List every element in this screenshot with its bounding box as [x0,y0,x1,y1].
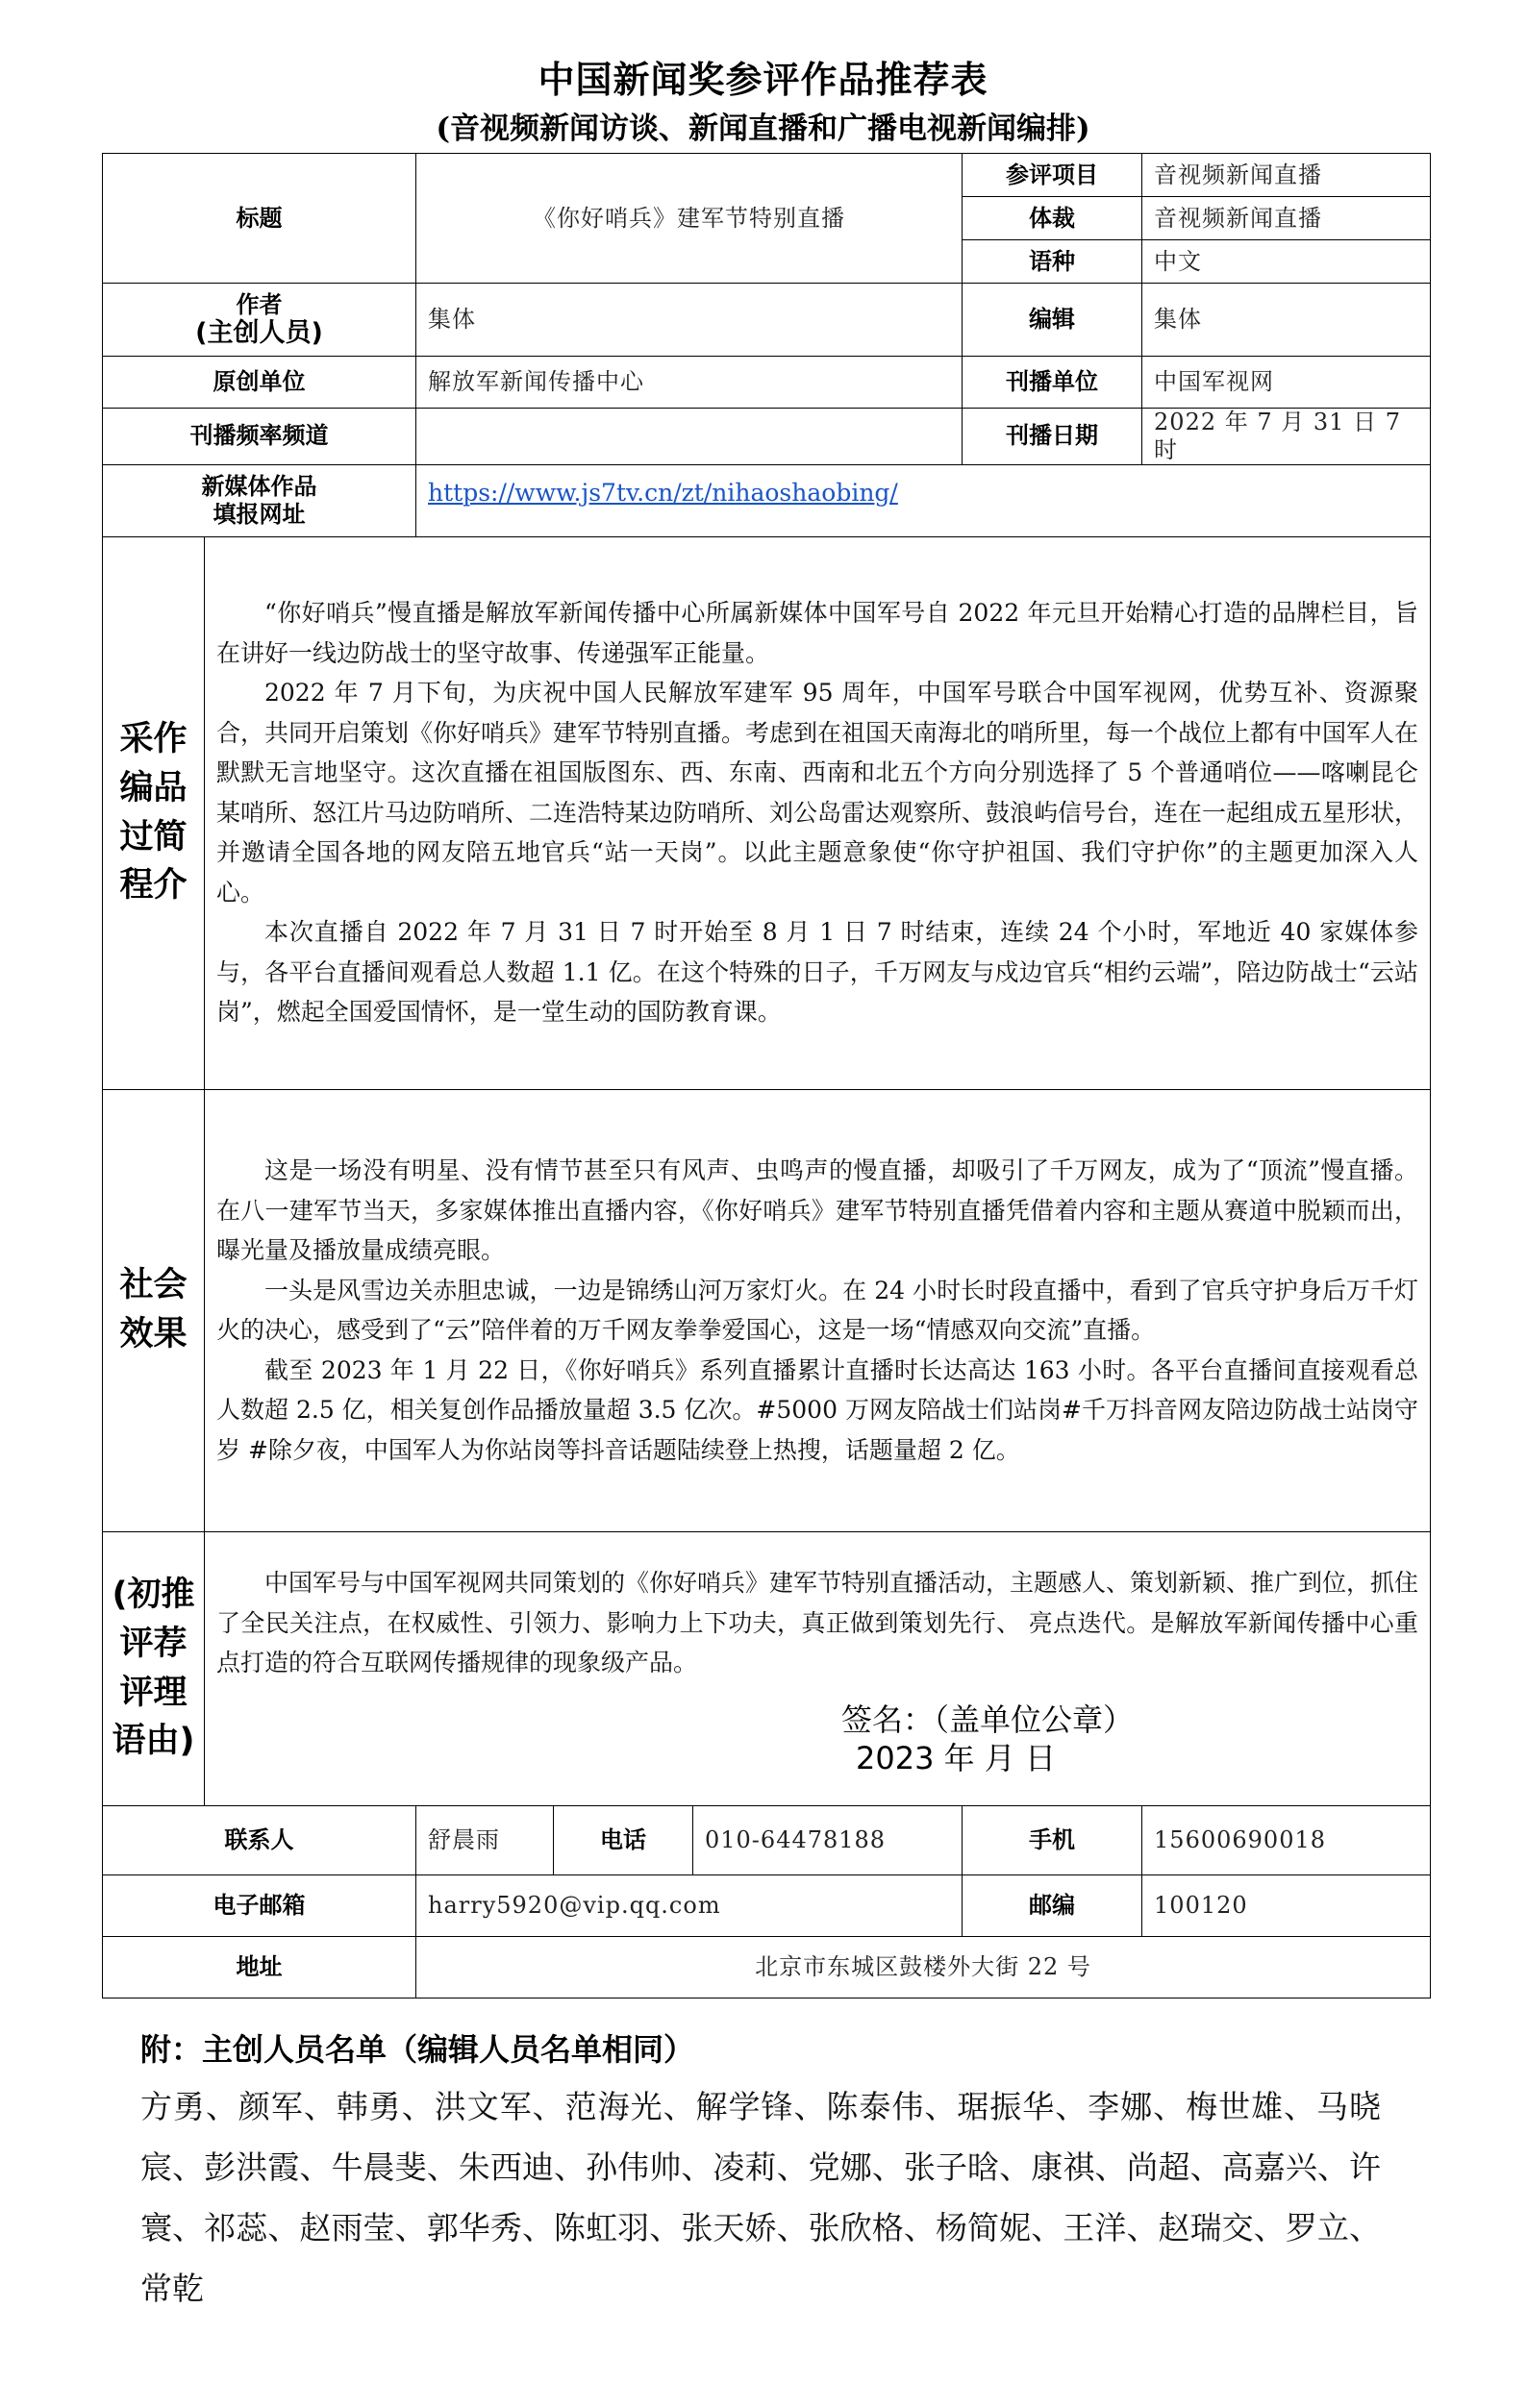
publisher-label: 刊播单位 [963,357,1142,409]
genre-label: 体裁 [963,197,1142,240]
contact-label: 联系人 [103,1805,416,1874]
language-label: 语种 [963,240,1142,284]
address-value: 北京市东城区鼓楼外大街 22 号 [416,1936,1431,1998]
origin-value: 解放军新闻传播中心 [416,357,963,409]
effect-label: 社会效果 [103,1089,205,1531]
title-value: 《你好哨兵》建军节特别直播 [416,154,963,284]
review-paragraph: 中国军号与中国军视网共同策划的《你好哨兵》建军节特别直播活动，主题感人、策划新颖、推广到位，抓住了全民关注点，在权威性、引领力、影响力上下功夫，真正做到策划先行、 亮点迭代。是解放军新闻传播中心重点打造的符合互联网传播规律的现象级产品。 [216,1569,1419,1677]
author-value: 集体 [416,284,963,357]
review-label: (初推评荐评理语由) [103,1531,205,1805]
postcode-label: 邮编 [963,1874,1142,1936]
appendix-names: 方勇、颜军、韩勇、洪文军、范海光、解学锋、陈泰伟、琚振华、李娜、梅世雄、马晓宸、彭洪霞、牛晨斐、朱西迪、孙伟帅、凌莉、党娜、张子晗、康祺、尚超、高嘉兴、许寰、祁蕊、赵雨莹、郭华秀、陈虹羽、张天娇、张欣格、杨简妮、王洋、赵瑞交、罗立、常乾 [140,2088,1381,2307]
editor-value: 集体 [1142,284,1431,357]
genre-value: 音视频新闻直播 [1142,197,1431,240]
newmedia-url-cell [416,464,1431,536]
email-value: harry5920@vip.qq.com [416,1874,963,1936]
language-value: 中文 [1142,240,1431,284]
signature-block [216,1700,1418,1777]
contact-value: 舒晨雨 [416,1805,554,1874]
email-label: 电子邮箱 [103,1874,416,1936]
appendix-title: 附：主创人员名单（编辑人员名单相同） [140,2031,695,2068]
recommendation-form-table [102,153,1431,1998]
process-paragraph: “你好哨兵”慢直播是解放军新闻传播中心所属新媒体中国军号自 2022 年元旦开始精心打造的品牌栏目，旨在讲好一线边防战士的坚守故事、传递强军正能量。 [216,599,1419,667]
publisher-value: 中国军视网 [1142,357,1431,409]
origin-label: 原创单位 [103,357,416,409]
effect-paragraph: 截至 2023 年 1 月 22 日，《你好哨兵》系列直播累计直播时长达高达 163 小时。各平台直播间直接观看总人数超 2.5 亿，相关复创作品播放量超 3.5 亿次。#5000 万网友陪战士们站岗#千万抖音网友陪边防战士站岗守岁 #除夕夜，中国军人为你站岗等抖音话题陆续登上热搜，话题量超 2 亿。 [216,1355,1419,1464]
title-label: 标题 [103,154,416,284]
effect-paragraph: 一头是风雪边关赤胆忠诚，一边是锦绣山河万家灯火。在 24 小时长时段直播中，看到了官兵守护身后万千灯火的决心，感受到了“云”陪伴着的万千网友拳拳爱国心，这是一场“情感双向交流”直播。 [216,1276,1419,1345]
process-label: 采作编品过简程介 [103,536,205,1089]
review-content [205,1531,1431,1805]
mobile-label: 手机 [963,1805,1142,1874]
signature-date: 2023 年 月 日 [856,1739,1056,1776]
newmedia-label-line1: 新媒体作品 [201,472,317,500]
author-sublabel: (主创人员) [195,318,323,349]
editor-label: 编辑 [963,284,1142,357]
form-title: 中国新闻奖参评作品推荐表 [538,58,988,101]
effect-paragraph: 这是一场没有明星、没有情节甚至只有风声、虫鸣声的慢直播，却吸引了千万网友，成为了“顶流”慢直播。在八一建军节当天，多家媒体推出直播内容，《你好哨兵》建军节特别直播凭借着内容和主题从赛道中脱颖而出，曝光量及播放量成绩亮眼。 [216,1156,1419,1265]
newmedia-label-line2: 填报网址 [213,500,306,528]
newmedia-url-link[interactable]: https://www.js7tv.cn/zt/nihaoshaobing/ [428,478,898,507]
channel-value [416,409,963,465]
mobile-value: 15600690018 [1142,1805,1431,1874]
phone-label: 电话 [554,1805,693,1874]
effect-content [205,1089,1431,1531]
newmedia-label [103,464,416,536]
channel-label: 刊播频率频道 [103,409,416,465]
address-label: 地址 [103,1936,416,1998]
process-paragraph: 本次直播自 2022 年 7 月 31 日 7 时开始至 8 月 1 日 7 时结束，连续 24 个小时，军地近 40 家媒体参与，各平台直播间观看总人数超 1.1 亿。在这个特殊的日子，千万网友与戍边官兵“相约云端”，陪边防战士“云站岗”，燃起全国爱国情怀，是一堂生动的国防教育课。 [216,918,1419,1027]
author-label-main: 作者 [236,290,283,318]
form-subtitle: (音视频新闻访谈、新闻直播和广播电视新闻编排) [436,112,1090,146]
postcode-value: 100120 [1142,1874,1431,1936]
author-label [103,284,416,357]
date-value: 2022 年 7 月 31 日 7 时 [1142,409,1431,465]
category-value: 音视频新闻直播 [1142,154,1431,197]
category-label: 参评项目 [963,154,1142,197]
date-label: 刊播日期 [963,409,1142,465]
process-paragraph: 2022 年 7 月下旬，为庆祝中国人民解放军建军 95 周年，中国军号联合中国军视网，优势互补、资源聚合，共同开启策划《你好哨兵》建军节特别直播。考虑到在祖国天南海北的哨所里，每一个战位上都有中国军人在默默无言地坚守。这次直播在祖国版图东、西、东南、西南和北五个方向分别选择了 5 个普通哨位——喀喇昆仑某哨所、怒江片马边防哨所、二连浩特某边防哨所、刘公岛雷达观察所、鼓浪屿信号台，连在一起组成五星形状，并邀请全国各地的网友陪五地官兵“站一天岗”。以此主题意象使“你守护祖国、我们守护你”的主题更加深入人心。 [216,679,1419,906]
signature-line: 签名：（盖单位公章） [841,1700,1135,1738]
phone-value: 010-64478188 [693,1805,963,1874]
process-content [205,536,1431,1089]
